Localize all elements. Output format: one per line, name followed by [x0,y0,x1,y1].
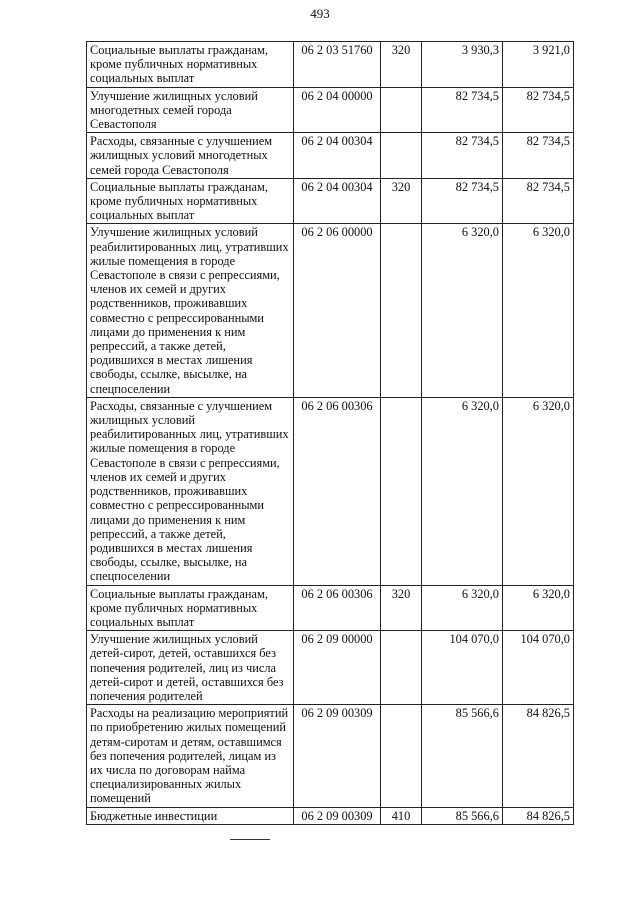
row-amount-1-cell: 85 566,6 [422,705,503,807]
row-expense-type-cell: 320 [381,42,422,88]
table-row [87,87,574,133]
table-row [87,224,574,397]
row-expense-type-cell: 410 [381,807,422,824]
row-name-cell: Улучшение жилищных условий детей-сирот, детей, оставшихся без попечения родителей, лиц из числа детей-сирот и детей, оставшихся без попечения родителей [87,631,294,705]
row-amount-1-cell: 6 320,0 [422,585,503,631]
row-code-cell: 06 2 06 00000 [294,224,381,397]
table-row [87,178,574,224]
table-row [87,705,574,807]
row-code-cell: 06 2 09 00000 [294,631,381,705]
table-row [87,42,574,88]
row-amount-2-cell: 84 826,5 [503,807,574,824]
row-amount-2-cell: 104 070,0 [503,631,574,705]
row-amount-1-cell: 3 930,3 [422,42,503,88]
row-amount-2-cell: 6 320,0 [503,397,574,585]
row-name-cell: Расходы, связанные с улучшением жилищных условий многодетных семей города Севастополя [87,133,294,179]
row-code-cell: 06 2 06 00306 [294,585,381,631]
row-code-cell: 06 2 04 00304 [294,133,381,179]
row-amount-1-cell: 82 734,5 [422,87,503,133]
row-expense-type-cell [381,224,422,397]
row-code-cell: 06 2 09 00309 [294,807,381,824]
row-name-cell: Социальные выплаты гражданам, кроме публичных нормативных социальных выплат [87,42,294,88]
row-amount-2-cell: 82 734,5 [503,133,574,179]
row-expense-type-cell: 320 [381,585,422,631]
row-amount-2-cell: 82 734,5 [503,178,574,224]
row-amount-2-cell: 6 320,0 [503,224,574,397]
row-amount-2-cell: 82 734,5 [503,87,574,133]
row-amount-1-cell: 82 734,5 [422,133,503,179]
row-amount-1-cell: 85 566,6 [422,807,503,824]
row-name-cell: Расходы, связанные с улучшением жилищных условий реабилитированных лиц, утративших жилые помещения в городе Севастополе в связи с репрессиями, членов их семей и других родственников, проживавших совместно с репрессированными лицами до применения к ним репрессий, а также детей, родившихся в местах лишения свободы, ссылке, высылке, на спецпоселении [87,397,294,585]
table-row [87,585,574,631]
row-amount-2-cell: 84 826,5 [503,705,574,807]
page-edge-mark [230,839,270,840]
row-amount-1-cell: 82 734,5 [422,178,503,224]
row-code-cell: 06 2 04 00000 [294,87,381,133]
budget-table-body [87,42,574,825]
row-expense-type-cell: 320 [381,178,422,224]
row-name-cell: Улучшение жилищных условий реабилитированных лиц, утративших жилые помещения в городе Севастополе в связи с репрессиями, членов их семей и других родственников, проживавших совместно с репрессированными лицами до применения к ним репрессий, а также детей, родившихся в местах лишения свободы, ссылке, высылке, на спецпоселении [87,224,294,397]
table-row [87,397,574,585]
row-expense-type-cell [381,397,422,585]
row-code-cell: 06 2 06 00306 [294,397,381,585]
row-code-cell: 06 2 04 00304 [294,178,381,224]
row-amount-2-cell: 6 320,0 [503,585,574,631]
row-expense-type-cell [381,87,422,133]
row-amount-2-cell: 3 921,0 [503,42,574,88]
row-name-cell: Расходы на реализацию мероприятий по приобретению жилых помещений детям-сиротам и детям, оставшимся без попечения родителей, лицам из их числа по договорам найма специализированных жилых помещений [87,705,294,807]
row-expense-type-cell [381,705,422,807]
row-amount-1-cell: 6 320,0 [422,224,503,397]
row-expense-type-cell [381,133,422,179]
row-amount-1-cell: 6 320,0 [422,397,503,585]
budget-table [86,41,574,825]
row-code-cell: 06 2 03 51760 [294,42,381,88]
row-name-cell: Бюджетные инвестиции [87,807,294,824]
table-row [87,133,574,179]
page-number: 493 [310,6,330,21]
row-expense-type-cell [381,631,422,705]
row-code-cell: 06 2 09 00309 [294,705,381,807]
table-row [87,807,574,824]
table-row [87,631,574,705]
row-name-cell: Социальные выплаты гражданам, кроме публичных нормативных социальных выплат [87,178,294,224]
row-amount-1-cell: 104 070,0 [422,631,503,705]
row-name-cell: Улучшение жилищных условий многодетных семей города Севастополя [87,87,294,133]
row-name-cell: Социальные выплаты гражданам, кроме публичных нормативных социальных выплат [87,585,294,631]
